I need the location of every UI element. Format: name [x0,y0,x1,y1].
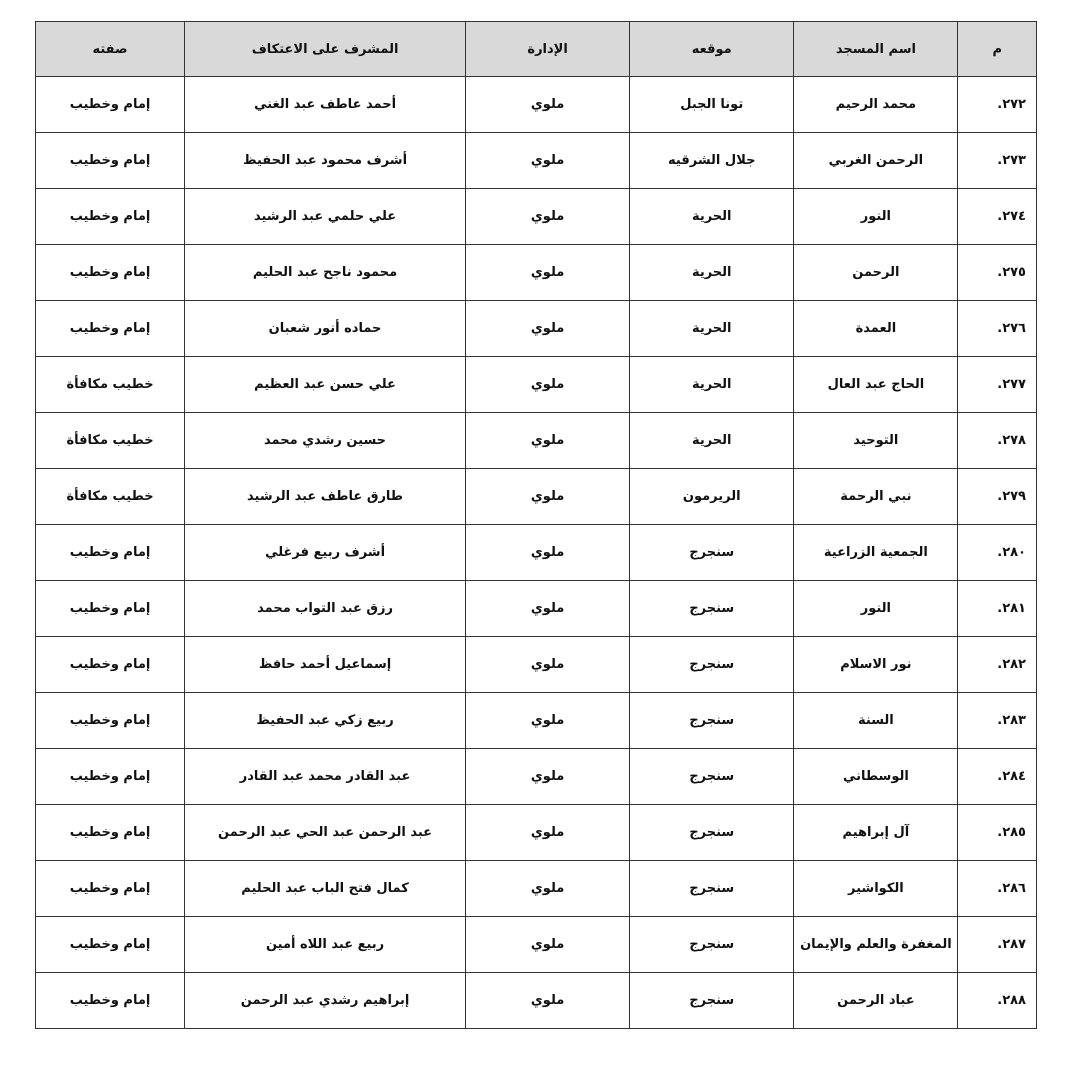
cell-num: ٢٨٨. [958,973,1037,1029]
cell-mosque-name: الكواشير [794,861,958,917]
cell-role: خطيب مكافأة [36,413,185,469]
table-row [36,133,1037,189]
cell-mosque-name: التوحيد [794,413,958,469]
cell-location: سنجرج [630,861,794,917]
cell-administration: ملوي [466,469,630,525]
cell-mosque-name: الجمعية الزراعية [794,525,958,581]
cell-mosque-name: نبي الرحمة [794,469,958,525]
cell-role: إمام وخطيب [36,133,185,189]
cell-administration: ملوي [466,861,630,917]
cell-supervisor: كمال فتح الباب عبد الحليم [185,861,466,917]
cell-supervisor: طارق عاطف عبد الرشيد [185,469,466,525]
cell-num: ٢٨٧. [958,917,1037,973]
header-supervisor: المشرف على الاعتكاف [185,22,466,77]
cell-location: الحرية [630,245,794,301]
cell-supervisor: حسين رشدي محمد [185,413,466,469]
cell-supervisor: إبراهيم رشدي عبد الرحمن [185,973,466,1029]
cell-administration: ملوي [466,413,630,469]
cell-mosque-name: العمدة [794,301,958,357]
cell-supervisor: أشرف محمود عبد الحفيظ [185,133,466,189]
cell-role: إمام وخطيب [36,973,185,1029]
cell-num: ٢٧٤. [958,189,1037,245]
cell-role: إمام وخطيب [36,749,185,805]
cell-supervisor: علي حلمي عبد الرشيد [185,189,466,245]
table-row [36,525,1037,581]
cell-supervisor: حماده أنور شعبان [185,301,466,357]
cell-location: تونا الجبل [630,77,794,133]
cell-mosque-name: نور الاسلام [794,637,958,693]
table-row [36,749,1037,805]
cell-administration: ملوي [466,637,630,693]
cell-location: الحرية [630,413,794,469]
cell-supervisor: أشرف ربيع فرغلي [185,525,466,581]
table-row [36,413,1037,469]
cell-num: ٢٨١. [958,581,1037,637]
cell-supervisor: ربيع عبد اللاه أمين [185,917,466,973]
cell-supervisor: إسماعيل أحمد حافظ [185,637,466,693]
cell-supervisor: رزق عبد التواب محمد [185,581,466,637]
cell-administration: ملوي [466,805,630,861]
header-administration: الإدارة [466,22,630,77]
cell-administration: ملوي [466,525,630,581]
table-row [36,77,1037,133]
cell-mosque-name: محمد الرحيم [794,77,958,133]
cell-num: ٢٨٣. [958,693,1037,749]
cell-mosque-name: الوسطاني [794,749,958,805]
cell-num: ٢٧٧. [958,357,1037,413]
cell-role: إمام وخطيب [36,245,185,301]
cell-location: الريرمون [630,469,794,525]
cell-num: ٢٨٦. [958,861,1037,917]
table-row [36,805,1037,861]
cell-administration: ملوي [466,749,630,805]
header-row [36,22,1037,77]
table-row [36,581,1037,637]
cell-location: سنجرج [630,525,794,581]
itikaf-supervisors-table [35,21,1037,1029]
cell-mosque-name: عباد الرحمن [794,973,958,1029]
cell-location: جلال الشرقيه [630,133,794,189]
table-body [36,77,1037,1029]
cell-administration: ملوي [466,581,630,637]
table-row [36,917,1037,973]
cell-num: ٢٨٠. [958,525,1037,581]
cell-role: إمام وخطيب [36,189,185,245]
header-mosque-name: اسم المسجد [794,22,958,77]
cell-administration: ملوي [466,189,630,245]
cell-mosque-name: آل إبراهيم [794,805,958,861]
cell-num: ٢٧٨. [958,413,1037,469]
table-row [36,973,1037,1029]
cell-role: إمام وخطيب [36,301,185,357]
table-row [36,637,1037,693]
cell-num: ٢٨٥. [958,805,1037,861]
cell-mosque-name: النور [794,581,958,637]
cell-supervisor: عبد الرحمن عبد الحي عبد الرحمن [185,805,466,861]
cell-location: سنجرج [630,749,794,805]
cell-location: الحرية [630,301,794,357]
table-row [36,245,1037,301]
cell-supervisor: علي حسن عبد العظيم [185,357,466,413]
table-row [36,301,1037,357]
cell-location: سنجرج [630,917,794,973]
cell-mosque-name: الحاج عبد العال [794,357,958,413]
itikaf-table-container [35,21,1037,1029]
table-row [36,693,1037,749]
cell-role: إمام وخطيب [36,637,185,693]
table-row [36,357,1037,413]
cell-administration: ملوي [466,357,630,413]
cell-location: سنجرج [630,581,794,637]
cell-role: إمام وخطيب [36,581,185,637]
cell-num: ٢٧٢. [958,77,1037,133]
cell-administration: ملوي [466,973,630,1029]
cell-location: الحرية [630,357,794,413]
cell-administration: ملوي [466,693,630,749]
cell-role: إمام وخطيب [36,693,185,749]
cell-num: ٢٧٣. [958,133,1037,189]
cell-supervisor: عبد القادر محمد عبد القادر [185,749,466,805]
cell-mosque-name: الرحمن الغربي [794,133,958,189]
cell-role: خطيب مكافأة [36,357,185,413]
cell-administration: ملوي [466,77,630,133]
cell-role: خطيب مكافأة [36,469,185,525]
table-row [36,189,1037,245]
cell-supervisor: محمود ناجح عبد الحليم [185,245,466,301]
cell-role: إمام وخطيب [36,917,185,973]
cell-administration: ملوي [466,917,630,973]
cell-num: ٢٧٥. [958,245,1037,301]
cell-mosque-name: الرحمن [794,245,958,301]
header-num: م [958,22,1037,77]
cell-role: إمام وخطيب [36,77,185,133]
cell-num: ٢٧٩. [958,469,1037,525]
cell-administration: ملوي [466,133,630,189]
header-role: صفته [36,22,185,77]
cell-role: إمام وخطيب [36,805,185,861]
cell-administration: ملوي [466,245,630,301]
cell-location: سنجرج [630,693,794,749]
cell-location: سنجرج [630,637,794,693]
cell-role: إمام وخطيب [36,861,185,917]
header-location: موقعه [630,22,794,77]
cell-location: الحرية [630,189,794,245]
cell-administration: ملوي [466,301,630,357]
cell-supervisor: أحمد عاطف عبد الغني [185,77,466,133]
cell-num: ٢٨٤. [958,749,1037,805]
table-row [36,469,1037,525]
table-row [36,861,1037,917]
table-header [36,22,1037,77]
cell-location: سنجرج [630,805,794,861]
cell-mosque-name: النور [794,189,958,245]
cell-location: سنجرج [630,973,794,1029]
cell-num: ٢٨٢. [958,637,1037,693]
cell-num: ٢٧٦. [958,301,1037,357]
cell-mosque-name: المغفرة والعلم والإيمان [794,917,958,973]
cell-role: إمام وخطيب [36,525,185,581]
cell-supervisor: ربيع زكي عبد الحفيظ [185,693,466,749]
cell-mosque-name: السنة [794,693,958,749]
